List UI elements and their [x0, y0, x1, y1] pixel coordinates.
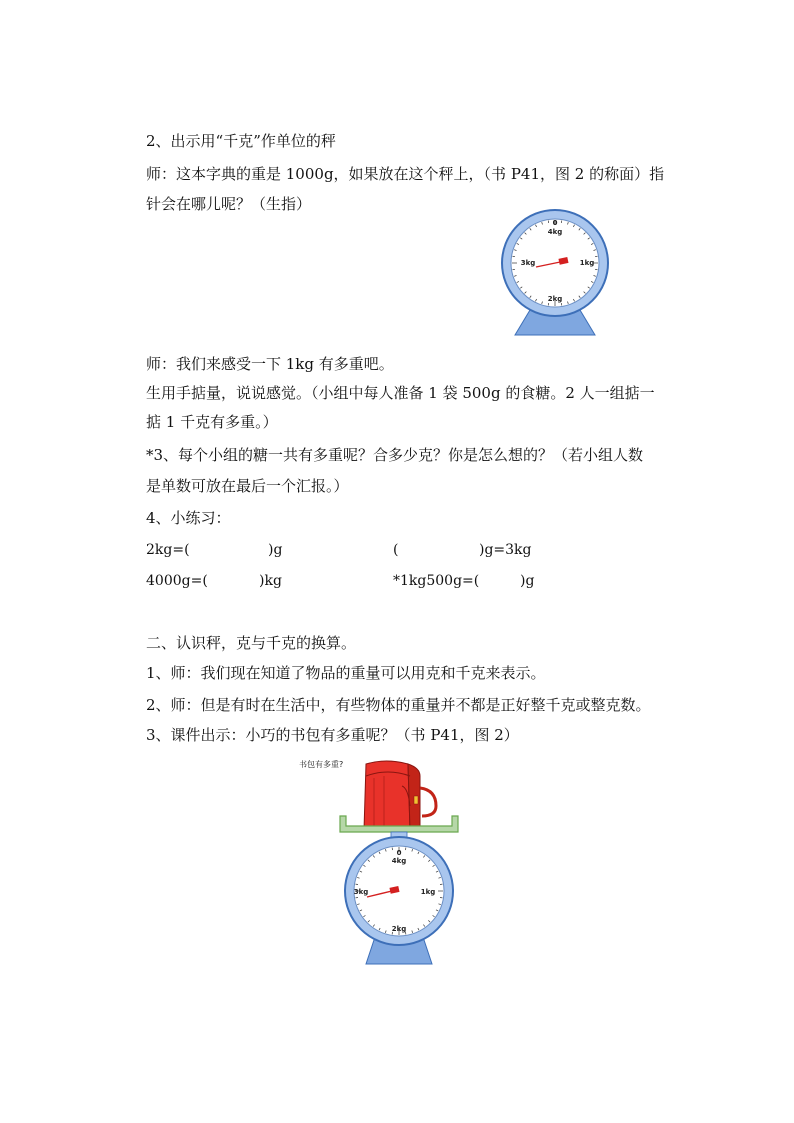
exercise-3-left: 4000g=(	[146, 573, 208, 589]
item2-heading: 2、出示用“千克”作单位的秤	[146, 132, 336, 150]
exercise-4-right: )g	[520, 573, 535, 589]
section2-heading: 二、认识秤，克与千克的换算。	[146, 634, 357, 652]
dial-label-1kg: 1kg	[579, 259, 595, 267]
backpack-caption: 书包有多重?	[299, 760, 344, 769]
student-line1: 生用手掂量，说说感觉。（小组中每人准备 1 袋 500g 的食糖。2 人一组掂一	[146, 384, 655, 402]
item4-heading: 4、小练习：	[146, 509, 231, 527]
dial-label-3kg: 3kg	[353, 888, 369, 896]
dial-label-2kg: 2kg	[391, 925, 407, 933]
dial-label-0: 0	[552, 219, 558, 227]
item3-line1: *3、每个小组的糖一共有多重呢？合多少克？你是怎么想的？（若小组人数	[146, 446, 644, 464]
section2-item3: 3、课件出示：小巧的书包有多重呢？（书 P41，图 2）	[146, 726, 519, 744]
section2-item2: 2、师：但是有时在生活中，有些物体的重量并不都是正好整千克或整克数。	[146, 696, 651, 714]
kilogram-scale-figure	[503, 203, 607, 337]
teacher-question-line2: 针会在哪儿呢？（生指）	[146, 195, 312, 213]
exercise-2-left: (	[393, 542, 399, 558]
student-line2: 掂 1 千克有多重。）	[146, 413, 278, 431]
dial-label-4kg: 4kg	[547, 228, 563, 236]
teacher-question-line1: 师：这本字典的重是 1000g，如果放在这个秤上，（书 P41，图 2 的称面）指	[146, 165, 665, 183]
item3-line2: 是单数可放在最后一个汇报。）	[146, 477, 349, 495]
dial-label-4kg: 4kg	[391, 857, 407, 865]
exercise-3-right: )kg	[259, 573, 282, 589]
dial-label-3kg: 3kg	[520, 259, 536, 267]
dial-label-0: 0	[396, 849, 402, 857]
exercise-1-left: 2kg=(	[146, 542, 190, 558]
backpack-scale-figure	[336, 758, 462, 966]
dial-label-1kg: 1kg	[420, 888, 436, 896]
backpack-illustration	[364, 761, 436, 830]
exercise-4-left: *1kg500g=(	[393, 573, 480, 589]
section2-item1: 1、师：我们现在知道了物品的重量可以用克和千克来表示。	[146, 664, 546, 682]
exercise-1-right: )g	[268, 542, 283, 558]
dial-label-2kg: 2kg	[547, 295, 563, 303]
teacher-feel-line: 师：我们来感受一下 1kg 有多重吧。	[146, 355, 394, 373]
exercise-2-right: )g=3kg	[479, 542, 532, 558]
